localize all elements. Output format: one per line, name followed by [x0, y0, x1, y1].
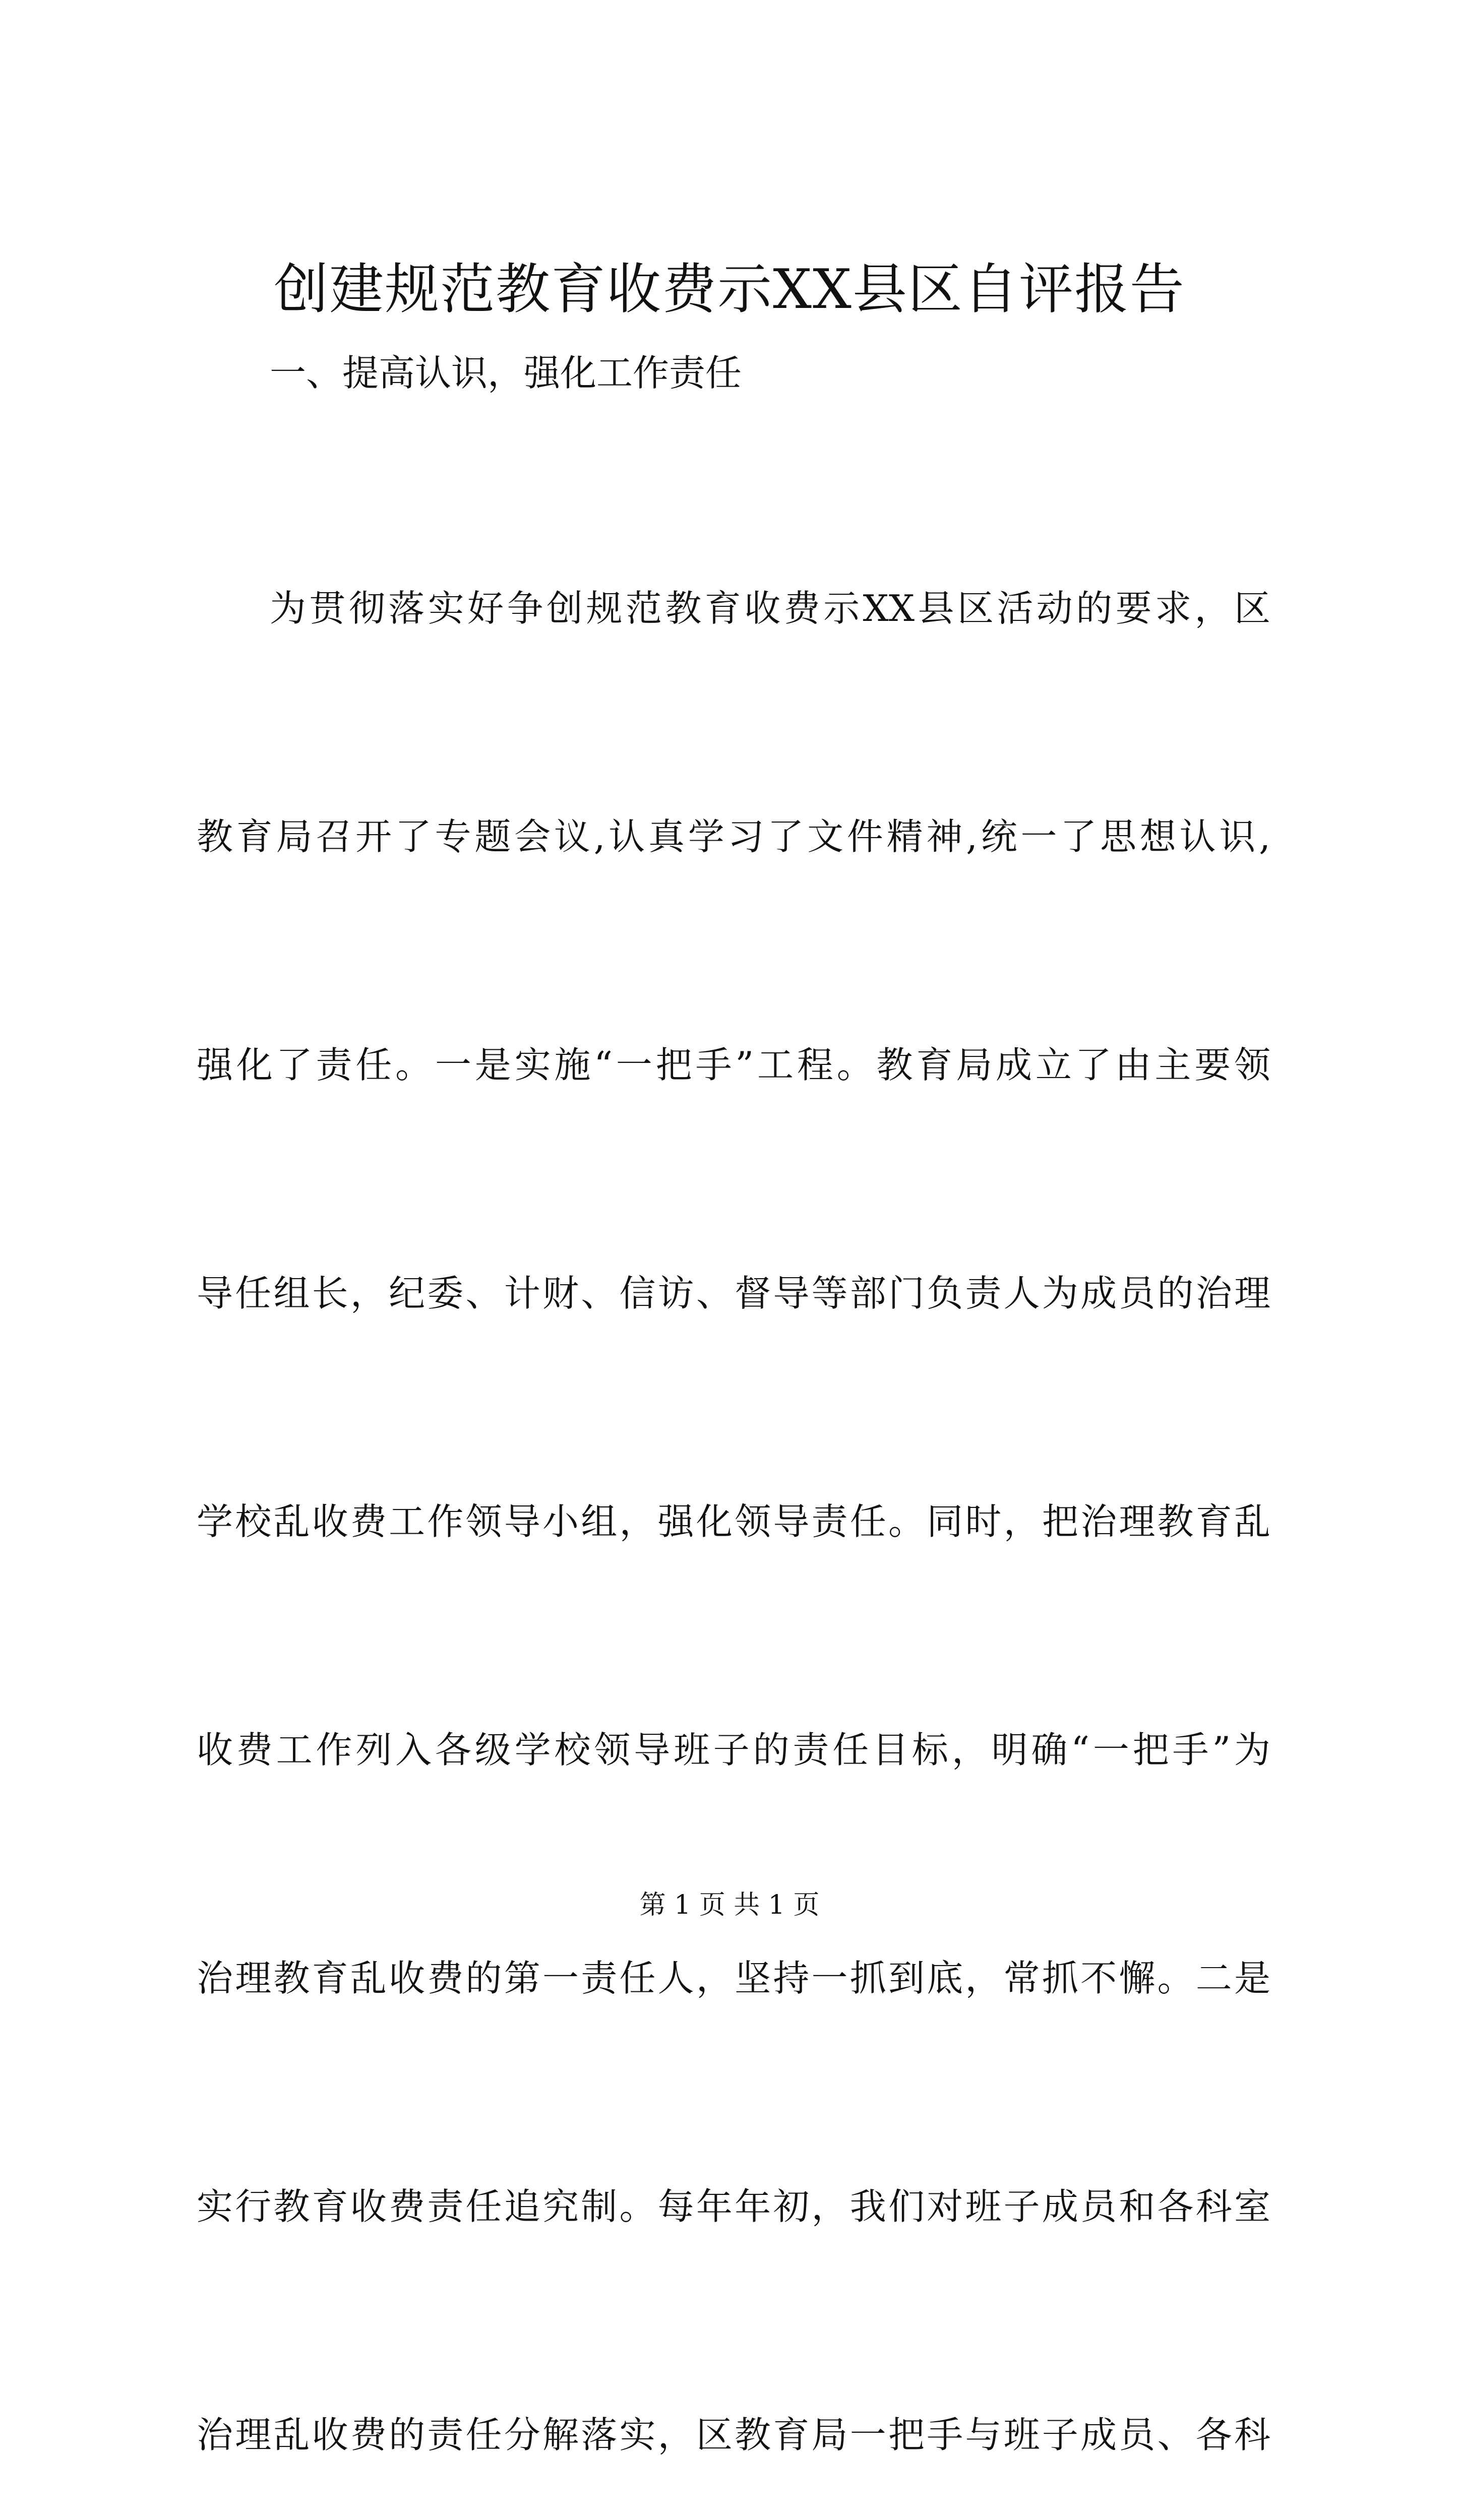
- body-line: 教育局召开了专题会议,认真学习了文件精神,统一了思想认识,: [197, 815, 1270, 858]
- body-line: 实行教育收费责任追究制。每年年初，我们对班子成员和各科室: [197, 2185, 1270, 2228]
- section-heading: 一、提高认识，强化工作责任: [270, 352, 742, 394]
- body-line: 学校乱收费工作领导小组，强化领导责任。同时，把治理教育乱: [197, 1500, 1270, 1543]
- body-line: 为贯彻落实好争创规范教育收费示XX县区活动的要求，区: [270, 587, 1270, 629]
- body-line: 治理乱收费的责任分解落实，区教育局一把手与班子成员、各科: [197, 2414, 1270, 2456]
- body-line: 导任组长，纪委、计财、信访、督导等部门负责人为成员的治理: [197, 1272, 1270, 1314]
- document-title: 创建规范教育收费示XX县区自评报告: [274, 258, 1185, 321]
- body-paragraph: [197, 418, 1270, 2520]
- body-line: 治理教育乱收费的第一责任人，坚持一抓到底，常抓不懈。二是: [197, 1957, 1270, 1999]
- body-line: 强化了责任。一是实施“一把手”工程。教育局成立了由主要领: [197, 1044, 1270, 1086]
- body-line: 收费工作列入各级学校领导班子的责任目标，明确“一把手”为: [197, 1729, 1270, 1771]
- page-footer: 第 1 页 共 1 页: [639, 1890, 820, 1920]
